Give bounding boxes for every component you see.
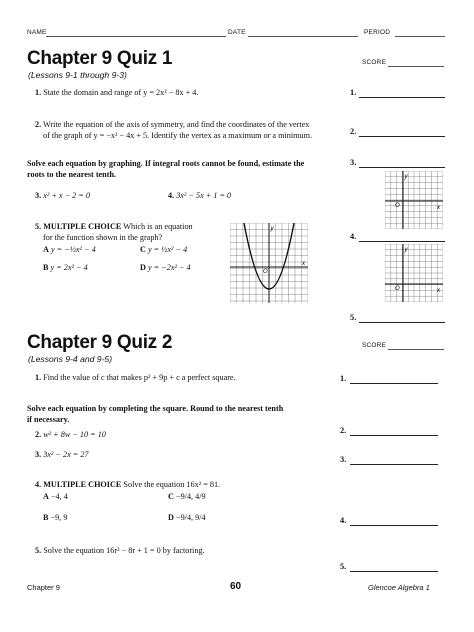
- quiz1-answer-2-line[interactable]: [359, 136, 445, 137]
- quiz2-title: Chapter 9 Quiz 2: [27, 332, 173, 353]
- quiz1-q5-parabola-graph: [230, 223, 308, 303]
- quiz2-q4-text: Solve the equation 16x² = 81.: [123, 480, 221, 489]
- quiz2-answer-3-line[interactable]: [350, 464, 438, 465]
- footer-publisher: Glencoe Algebra 1: [368, 583, 430, 592]
- option-text: −9/4, 9/4: [175, 513, 206, 522]
- grid-lines: [385, 244, 443, 302]
- quiz2-q4-option-a[interactable]: [43, 492, 68, 503]
- quiz2-answer-1-line[interactable]: [350, 383, 438, 384]
- quiz1-answer-1-num: 1.: [350, 88, 357, 97]
- quiz1-q5-option-b[interactable]: [43, 263, 88, 274]
- quiz2-q4-option-b[interactable]: [43, 513, 67, 524]
- origin-label: O: [395, 286, 400, 292]
- quiz1-q4-num: 4.: [168, 191, 175, 200]
- quiz1-q5: [35, 222, 225, 243]
- origin-label: O: [395, 203, 400, 209]
- quiz2-q2-text: w² + 8w − 10 = 10: [43, 430, 106, 439]
- footer-page-number: 60: [230, 581, 242, 592]
- quiz1-q5-num: 5.: [35, 222, 42, 231]
- name-blank[interactable]: [46, 36, 226, 37]
- quiz1-q4: [168, 191, 231, 202]
- option-letter: D: [168, 513, 174, 522]
- quiz1-q5-option-c[interactable]: [140, 245, 187, 256]
- quiz1-q5-line2: for the function shown in the graph?: [43, 232, 163, 242]
- quiz1-answer-3-line[interactable]: [359, 167, 445, 168]
- quiz2-instructions-line2: if necessary.: [27, 414, 70, 424]
- quiz2-lessons: (Lessons 9-4 and 9-5): [28, 354, 113, 364]
- quiz2-q1-num: 1.: [35, 373, 42, 382]
- quiz1-answer-4-num: 4.: [350, 232, 357, 241]
- option-text: y = −2x² − 4: [147, 263, 191, 272]
- footer-chapter: Chapter 9: [27, 583, 60, 592]
- quiz1-answer-4-grid[interactable]: [385, 244, 443, 302]
- period-label: PERIOD: [364, 29, 391, 36]
- quiz2-answer-4-line[interactable]: [350, 525, 438, 526]
- quiz2-q2: [35, 430, 106, 441]
- quiz1-q1-num: 1.: [35, 88, 42, 97]
- quiz1-q2-line1: Write the equation of the axis of symmetry, and find the coordinates of the vertex: [43, 120, 310, 129]
- y-axis-label: y: [270, 226, 274, 232]
- quiz2-q4-option-d[interactable]: [168, 513, 206, 524]
- quiz1-q3: [35, 191, 90, 202]
- option-text: y = 2x² − 4: [50, 263, 88, 272]
- quiz1-score-blank[interactable]: [388, 66, 444, 67]
- quiz2-answer-4-num: 4.: [340, 516, 347, 525]
- x-axis-label: x: [437, 288, 440, 294]
- period-blank[interactable]: [395, 36, 445, 37]
- quiz2-q1: [35, 373, 236, 384]
- option-text: −9/4, 4/9: [175, 492, 206, 501]
- quiz1-answer-3-num: 3.: [350, 158, 357, 167]
- quiz2-instructions-line1: Solve each equation by completing the square. Round to the nearest tenth: [27, 404, 284, 413]
- quiz1-q1: [35, 88, 198, 99]
- y-axis-label: y: [404, 174, 408, 180]
- quiz2-q4: [35, 480, 220, 491]
- quiz2-q3-num: 3.: [35, 450, 42, 459]
- quiz1-q3-text: x² + x − 2 = 0: [43, 191, 90, 200]
- quiz2-q3-text: 3x² − 2x = 27: [43, 450, 89, 459]
- quiz1-q2: [35, 120, 335, 141]
- quiz1-q2-line2: of the graph of y = −x² − 4x + 5. Identify the vertex as a maximum or a minimum.: [43, 130, 312, 140]
- option-text: y = ½x² − 4: [147, 245, 188, 254]
- y-axis-label: y: [404, 247, 408, 253]
- quiz1-answer-3-grid[interactable]: [385, 171, 443, 229]
- option-text: y = −½x² − 4: [50, 245, 96, 254]
- quiz2-q4-option-c[interactable]: [168, 492, 206, 503]
- quiz2-answer-5-line[interactable]: [350, 571, 438, 572]
- option-text: −9, 9: [50, 513, 68, 522]
- option-letter: A: [43, 492, 49, 501]
- quiz2-q2-num: 2.: [35, 430, 42, 439]
- option-letter: D: [140, 263, 146, 272]
- quiz1-answer-2-num: 2.: [350, 127, 357, 136]
- date-blank[interactable]: [248, 36, 358, 37]
- quiz2-q5: [35, 546, 205, 557]
- x-axis-label: x: [437, 205, 440, 211]
- quiz1-q3-num: 3.: [35, 191, 42, 200]
- quiz1-q5-line1: Which is an equation: [123, 222, 193, 231]
- quiz2-answer-2-line[interactable]: [350, 435, 438, 436]
- x-axis-label: x: [302, 261, 305, 267]
- quiz2-q1-text: Find the value of c that makes p² + 9p + c a perfect square.: [43, 373, 236, 382]
- quiz2-q5-text: Solve the equation 16r² − 8r + 1 = 0 by factoring.: [43, 546, 205, 555]
- quiz2-q3: [35, 450, 89, 461]
- quiz1-instructions-line1: Solve each equation by graphing. If integral roots cannot be found, estimate the: [27, 159, 305, 168]
- option-letter: B: [43, 263, 49, 272]
- quiz2-q4-label: MULTIPLE CHOICE: [43, 480, 122, 489]
- quiz2-score-label: SCORE: [362, 342, 387, 349]
- quiz2-q5-num: 5.: [35, 546, 42, 555]
- quiz2-answer-3-num: 3.: [340, 455, 347, 464]
- option-letter: C: [140, 245, 146, 254]
- quiz1-q1-text: State the domain and range of y = 2x² − 8x + 4.: [43, 88, 199, 97]
- quiz1-instructions: [27, 159, 332, 180]
- quiz1-answer-1-line[interactable]: [359, 97, 445, 98]
- quiz1-title: Chapter 9 Quiz 1: [27, 48, 173, 69]
- date-label: DATE: [228, 29, 246, 36]
- grid-lines: [385, 171, 443, 229]
- option-letter: A: [43, 245, 49, 254]
- quiz1-q4-text: 3x² − 5x + 1 = 0: [176, 191, 232, 200]
- quiz2-score-blank[interactable]: [388, 349, 444, 350]
- option-letter: C: [168, 492, 174, 501]
- option-letter: B: [43, 513, 49, 522]
- quiz1-score-label: SCORE: [362, 59, 387, 66]
- quiz2-answer-5-num: 5.: [340, 562, 347, 571]
- quiz1-answer-4-line[interactable]: [359, 241, 445, 242]
- quiz1-q5-option-a[interactable]: [43, 245, 96, 256]
- origin-label: O: [263, 269, 268, 275]
- quiz2-instructions: [27, 404, 332, 425]
- quiz1-lessons: (Lessons 9-1 through 9-3): [28, 70, 127, 80]
- quiz2-q4-num: 4.: [35, 480, 42, 489]
- quiz2-answer-1-num: 1.: [340, 374, 347, 383]
- quiz1-answer-5-line[interactable]: [359, 322, 445, 323]
- quiz2-answer-2-num: 2.: [340, 426, 347, 435]
- quiz1-q5-option-d[interactable]: [140, 263, 191, 274]
- quiz1-q5-label: MULTIPLE CHOICE: [43, 222, 122, 231]
- option-text: −4, 4: [50, 492, 68, 501]
- name-label: NAME: [27, 29, 47, 36]
- quiz1-instructions-line2: roots to the nearest tenth.: [27, 169, 117, 179]
- quiz1-answer-5-num: 5.: [350, 313, 357, 322]
- quiz1-q2-num: 2.: [35, 120, 42, 129]
